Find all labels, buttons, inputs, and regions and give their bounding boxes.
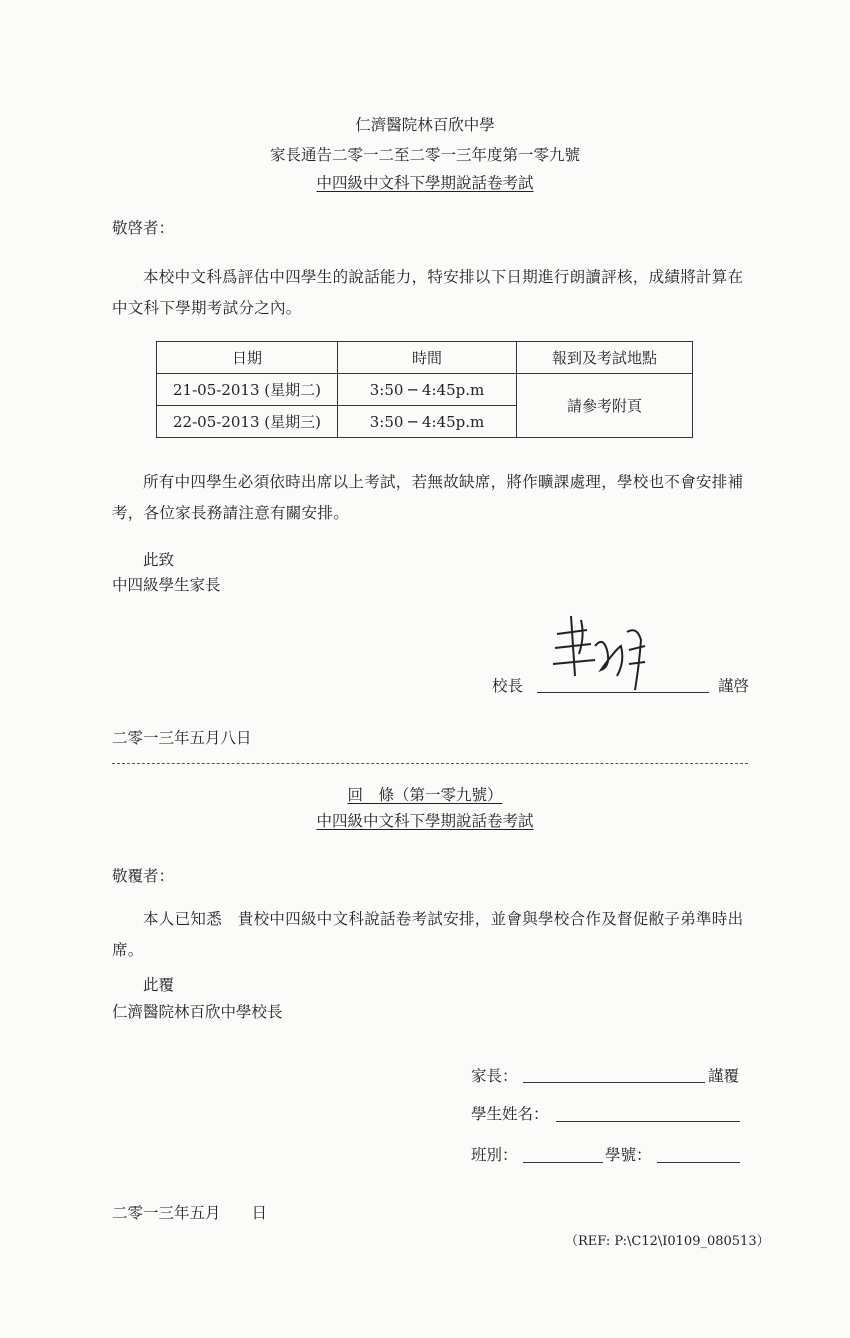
body-paragraph-1: 本校中文科爲評估中四學生的說話能力，特安排以下日期進行朗讀評核，成績將計算在中文科下學期考試分之內。 <box>112 268 744 317</box>
notice-number: 家長通告二零一二至二零一三年度第一零九號 <box>269 146 580 164</box>
reply-recipient: 仁濟醫院林百欣中學校長 <box>112 1003 283 1021</box>
student-name-label: 學生姓名： <box>471 1105 549 1123</box>
table-cell-date: 21-05-2013 (星期二) <box>157 374 338 406</box>
class-field[interactable] <box>523 1162 603 1163</box>
notice-date: 二零一三年五月八日 <box>112 729 252 747</box>
notice-subject: 中四級中文科下學期說話卷考試 <box>316 174 534 192</box>
closing: 此致 <box>143 551 175 569</box>
recipient: 中四級學生家長 <box>112 576 221 594</box>
table-cell-time: 3:50 ─ 4:45p.m <box>338 374 517 406</box>
principal-signature <box>545 606 655 696</box>
table-cell-location: 請參考附頁 <box>517 374 693 438</box>
table-header-location: 報到及考試地點 <box>517 342 693 374</box>
table-header-time: 時間 <box>338 342 517 374</box>
principal-label: 校長 <box>492 677 524 695</box>
body-paragraph-2: 所有中四學生必須依時出席以上考試，若無故缺席，將作曠課處理，學校也不會安排補考，各位家長務請注意有關安排。 <box>112 473 744 522</box>
tear-off-divider <box>112 763 748 764</box>
parent-closing: 謹覆 <box>708 1067 740 1085</box>
table-cell-date: 22-05-2013 (星期三) <box>157 406 338 438</box>
reference-code: （REF: P:\C12\I0109_080513） <box>565 1234 770 1249</box>
reply-subject: 中四級中文科下學期說話卷考試 <box>316 812 534 830</box>
reply-closing: 此覆 <box>143 976 175 994</box>
principal-closing: 謹啓 <box>718 677 750 695</box>
salutation: 敬啓者： <box>112 219 175 237</box>
student-name-field[interactable] <box>556 1121 740 1122</box>
student-number-label: 學號： <box>605 1146 652 1164</box>
school-name: 仁濟醫院林百欣中學 <box>355 116 495 134</box>
parent-label: 家長： <box>471 1067 518 1085</box>
reply-title: 回 條（第一零九號） <box>347 786 503 804</box>
table-header-date: 日期 <box>157 342 338 374</box>
schedule-table <box>156 341 693 438</box>
reply-body: 本人已知悉 貴校中四級中文科說話卷考試安排，並會與學校合作及督促敝子弟準時出席。 <box>112 910 744 959</box>
class-label: 班別： <box>471 1146 518 1164</box>
reply-salutation: 敬覆者： <box>112 867 175 885</box>
reply-date: 二零一三年五月 日 <box>112 1204 268 1222</box>
table-cell-time: 3:50 ─ 4:45p.m <box>338 406 517 438</box>
table-row <box>157 374 693 406</box>
student-number-field[interactable] <box>657 1162 740 1163</box>
parent-signature-field[interactable] <box>523 1082 705 1083</box>
